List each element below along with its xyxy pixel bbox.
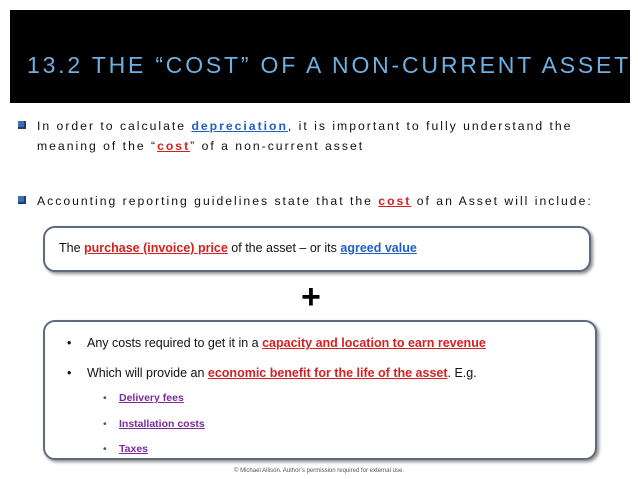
bullet-dot-icon: •	[103, 392, 107, 404]
text: of the asset – or its	[227, 241, 341, 255]
list-item	[67, 336, 486, 350]
bullet-text	[37, 116, 618, 156]
purchase-price-box	[43, 226, 591, 272]
keyword-cost: cost	[157, 139, 191, 153]
plus-sign: +	[301, 278, 321, 316]
text: The	[59, 241, 85, 255]
slide-title: 13.2 THE “COST” OF A NON-CURRENT ASSET	[27, 52, 631, 78]
text: . E.g.	[447, 366, 477, 380]
text: , it is important to fully understand the	[287, 119, 573, 133]
bullet-dot-icon: •	[103, 443, 107, 455]
sub-item-taxes	[103, 443, 148, 455]
text: Any costs required to get it in a	[87, 336, 263, 350]
square-bullet-icon	[18, 196, 26, 204]
text: Which will provide an	[87, 366, 208, 380]
bullet-dot-icon: •	[67, 366, 72, 380]
list-item	[67, 366, 477, 380]
bullet-text	[37, 191, 618, 211]
sub-item-label: Taxes	[119, 443, 148, 455]
bullet-dot-icon: •	[67, 336, 72, 350]
keyword-capacity-location: capacity and location to earn revenue	[262, 336, 486, 350]
keyword-agreed-value: agreed value	[340, 241, 417, 255]
text: In order to calculate	[37, 119, 192, 133]
sub-item-label: Installation costs	[119, 418, 205, 430]
title-bar	[10, 10, 630, 103]
sub-item-delivery	[103, 392, 184, 404]
bullet-dot-icon: •	[103, 418, 107, 430]
keyword-cost: cost	[378, 194, 412, 208]
copyright-footer: © Michael Allison. Author’s permission required for external use.	[234, 468, 404, 474]
text: Accounting reporting guidelines state that the	[37, 194, 379, 208]
purchase-price-text	[59, 241, 417, 255]
keyword-purchase-price: purchase (invoice) price	[84, 241, 228, 255]
text: meaning of the “	[37, 139, 158, 153]
sub-item-label: Delivery fees	[119, 392, 184, 404]
sub-item-installation	[103, 418, 205, 430]
keyword-economic-benefit: economic benefit for the life of the asset	[207, 366, 448, 380]
bullet-guidelines	[18, 191, 618, 211]
keyword-depreciation: depreciation	[191, 119, 288, 133]
text: ” of a non-current asset	[190, 139, 365, 153]
square-bullet-icon	[18, 121, 26, 129]
bullet-depreciation	[18, 116, 618, 156]
text: of an Asset will include:	[411, 194, 593, 208]
additional-costs-box	[43, 320, 597, 460]
